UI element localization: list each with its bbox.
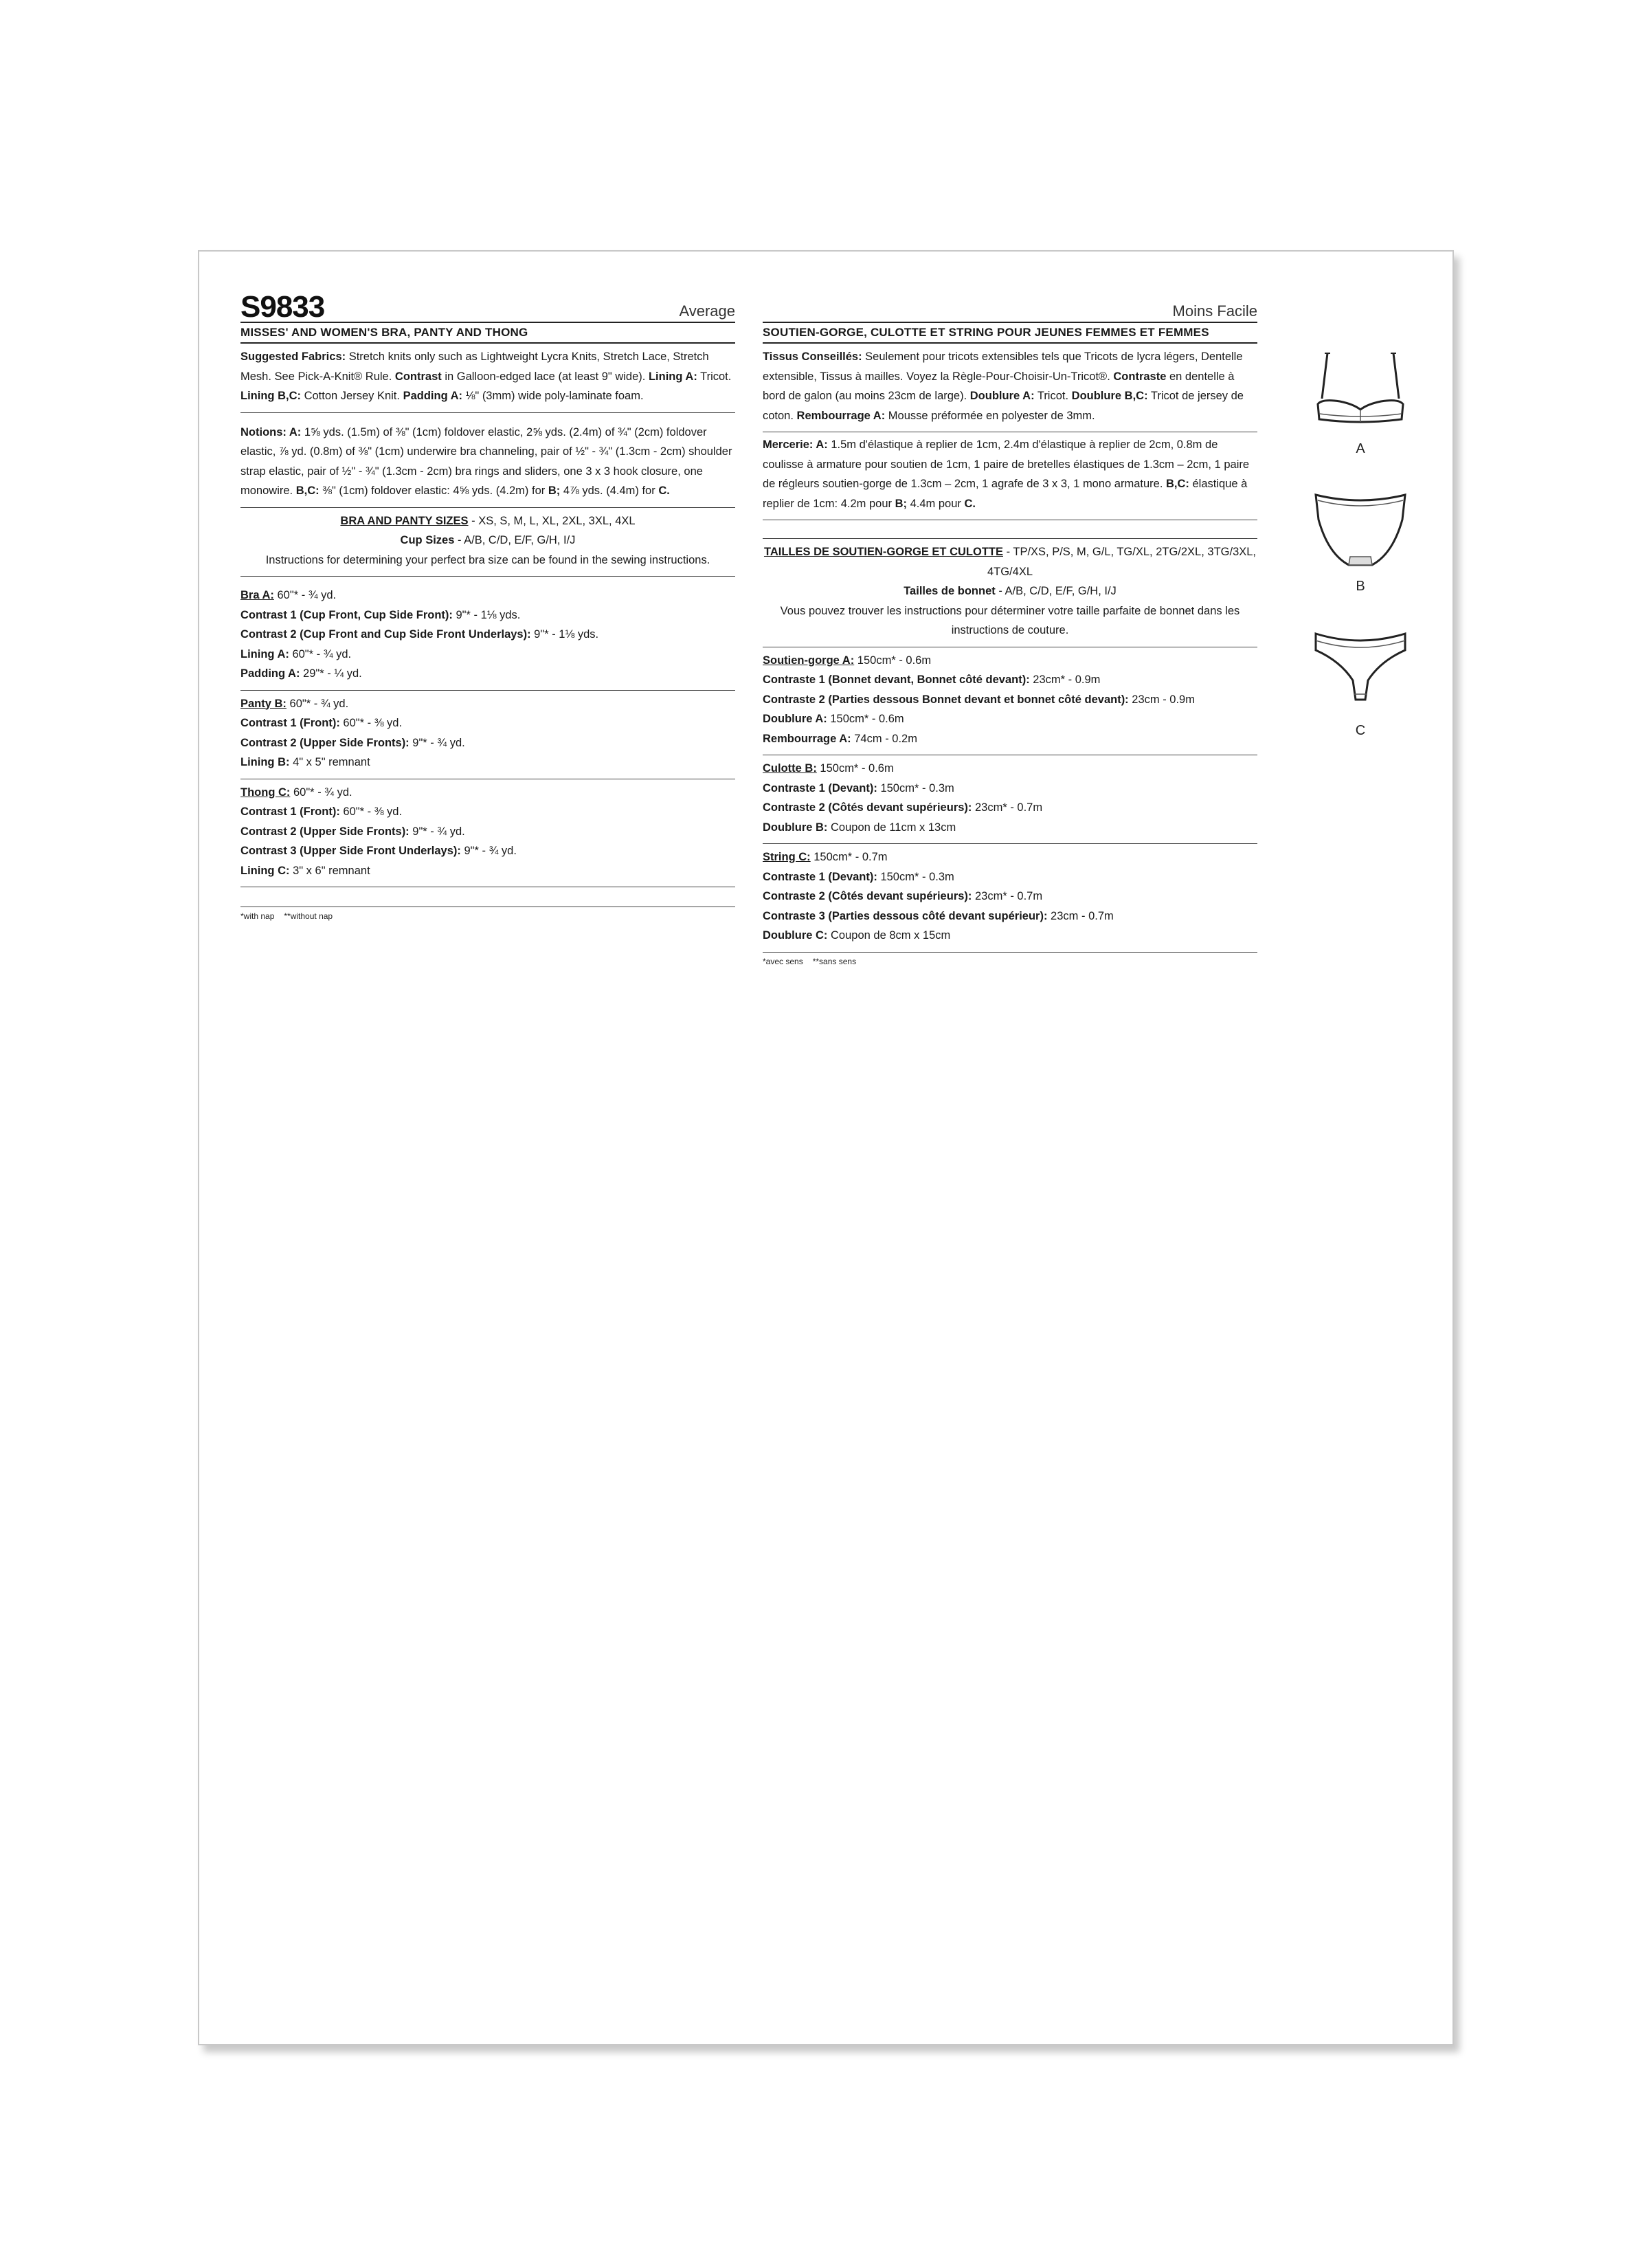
bra-yardage-label: Padding A: bbox=[240, 667, 300, 680]
difficulty-level: Average bbox=[679, 302, 735, 320]
yardage-line bbox=[240, 586, 735, 605]
yardage-panty bbox=[240, 691, 735, 779]
panty-yardage-value: 150cm* - 0.6m bbox=[816, 762, 894, 775]
bra-yardage-label: Contrast 2 (Cup Front and Cup Side Front Underlays): bbox=[240, 628, 531, 641]
yardage-line bbox=[763, 651, 1257, 671]
notions-b-text: 4.4m pour bbox=[907, 497, 965, 510]
spacer bbox=[240, 413, 735, 420]
lining-bc-label: Doublure B,C: bbox=[1071, 390, 1148, 402]
view-c bbox=[1285, 623, 1436, 739]
bra-yardage-value: 29"* - ¼ yd. bbox=[300, 667, 362, 680]
yardage-line bbox=[240, 713, 735, 733]
yardage-line bbox=[763, 690, 1257, 710]
yardage-line bbox=[763, 779, 1257, 799]
pattern-title-fr: SOUTIEN-GORGE, CULOTTE ET STRING POUR JEUNES FEMMES ET FEMMES bbox=[763, 323, 1257, 344]
bra-yardage-label: Lining A: bbox=[240, 647, 289, 660]
cup-sizes-label: Tailles de bonnet bbox=[904, 585, 996, 597]
yardage-line bbox=[240, 753, 735, 772]
size-instructions: Vous pouvez trouver les instructions pour déterminer votre taille parfaite de bonnet dans les instructions de couture. bbox=[780, 604, 1240, 636]
notions-text: 1.5m d'élastique à replier de 1cm, 2.4m d'élastique à replier de 2cm, 0.8m de coulisse à armature pour soutien de 1cm, 1 paire de bretelles élastiques de 1.3cm – 2cm, 1 paire de régleurs soutien-gorge de 1.3cm – 2cm, 1 agrafe de 3 x 3, 1 mono armature. bbox=[763, 438, 1250, 490]
yardage-line bbox=[240, 645, 735, 665]
footnote bbox=[240, 907, 735, 921]
thong-yardage-value: 9"* - ¾ yd. bbox=[409, 825, 465, 838]
notions-b-label: B; bbox=[895, 497, 908, 510]
thong-yardage-label: Thong C: bbox=[240, 786, 291, 799]
notions-fr bbox=[763, 432, 1257, 520]
thong-yardage-value: 3" x 6" remnant bbox=[289, 864, 370, 877]
padding-a-label: Rembourrage A: bbox=[796, 409, 886, 422]
panty-sketch-icon bbox=[1309, 485, 1412, 575]
panty-yardage-label: Contrast 1 (Front): bbox=[240, 717, 340, 729]
notions-label: Notions: A: bbox=[240, 425, 302, 438]
yardage-line bbox=[240, 664, 735, 684]
bra-yardage-value: 150cm* - 0.6m bbox=[827, 713, 904, 725]
panty-yardage-label: Lining B: bbox=[240, 756, 290, 768]
notions-b-text: 4⅞ yds. (4.4m) for bbox=[560, 485, 659, 497]
spacer bbox=[240, 577, 735, 582]
yardage-line bbox=[763, 670, 1257, 690]
yardage-line bbox=[763, 887, 1257, 907]
spacer bbox=[240, 887, 735, 907]
suggested-fabrics-fr bbox=[763, 344, 1257, 432]
bra-yardage-label: Contraste 1 (Bonnet devant, Bonnet côté devant): bbox=[763, 674, 1030, 686]
fabrics-label: Suggested Fabrics: bbox=[240, 351, 346, 363]
thong-yardage-value: 150cm* - 0.3m bbox=[877, 870, 954, 883]
pattern-code: S9833 bbox=[240, 290, 325, 324]
bra-yardage-label: Doublure A: bbox=[763, 713, 827, 725]
panty-yardage-label: Panty B: bbox=[240, 697, 287, 710]
thong-yardage-label: Contraste 1 (Devant): bbox=[763, 870, 877, 883]
thong-yardage-value: 23cm - 0.7m bbox=[1047, 909, 1114, 922]
thong-yardage-label: Contraste 2 (Côtés devant supérieurs): bbox=[763, 890, 972, 902]
bra-yardage-value: 9"* - 1⅛ yds. bbox=[530, 628, 599, 641]
thong-yardage-label: String C: bbox=[763, 851, 811, 863]
fabrics-text: Stretch knits only such as Lightweight Lycra Knits, Stretch Lace, Stretch Mesh. See Pick-A-Knit® Rule. bbox=[240, 351, 709, 383]
thong-yardage-value: 9"* - ¾ yd. bbox=[460, 845, 517, 857]
yardage-line bbox=[763, 926, 1257, 946]
yardage-line bbox=[240, 802, 735, 822]
padding-a-text: Mousse préformée en polyester de 3mm. bbox=[885, 409, 1095, 422]
lining-a-label: Lining A: bbox=[648, 370, 697, 383]
thong-yardage-value: 150cm* - 0.7m bbox=[810, 851, 888, 863]
notions bbox=[240, 420, 735, 508]
lining-bc-label: Lining B,C: bbox=[240, 390, 301, 402]
notions-label: Mercerie: A: bbox=[763, 438, 828, 451]
footnote-with-nap: *with nap bbox=[240, 911, 275, 921]
french-column bbox=[763, 285, 1257, 966]
contrast-text: in Galloon-edged lace (at least 9" wide). bbox=[441, 370, 649, 383]
pattern-title: MISSES' AND WOMEN'S BRA, PANTY AND THONG bbox=[240, 323, 735, 344]
lining-a-label: Doublure A: bbox=[969, 390, 1035, 402]
bra-yardage-label: Soutien-gorge A: bbox=[763, 654, 855, 667]
size-line bbox=[240, 511, 735, 531]
lining-bc-text: Tricot de jersey de coton. bbox=[763, 390, 1244, 422]
notions-bc-label: B,C: bbox=[295, 485, 319, 497]
bra-yardage-value: 60"* - ¾ yd. bbox=[289, 647, 352, 660]
sizes-values: - XS, S, M, L, XL, 2XL, 3XL, 4XL bbox=[468, 514, 636, 527]
lining-a-text: Tricot. bbox=[697, 370, 732, 383]
difficulty-level-fr: Moins Facile bbox=[1172, 302, 1257, 320]
thong-yardage-label: Contrast 1 (Front): bbox=[240, 805, 340, 818]
suggested-fabrics bbox=[240, 344, 735, 413]
bra-yardage-label: Rembourrage A: bbox=[763, 732, 851, 745]
view-c-label: C bbox=[1355, 723, 1366, 738]
bra-yardage-value: 9"* - 1⅛ yds. bbox=[452, 608, 521, 621]
sizes-label: TAILLES DE SOUTIEN-GORGE ET CULOTTE bbox=[763, 546, 1003, 558]
panty-yardage-value: 150cm* - 0.3m bbox=[877, 781, 954, 794]
notions-bc-text: élastique à replier de 1cm: 4.2m pour bbox=[763, 478, 1248, 510]
thong-yardage-label: Contrast 3 (Upper Side Front Underlays): bbox=[240, 845, 461, 857]
thong-yardage-label: Contrast 2 (Upper Side Fronts): bbox=[240, 825, 410, 838]
panty-yardage-value: Coupon de 11cm x 13cm bbox=[827, 821, 956, 834]
yardage-bra-fr bbox=[763, 647, 1257, 756]
footnote-with-nap: *avec sens bbox=[763, 956, 803, 966]
sizes-values: - TP/XS, P/S, M, G/L, TG/XL, 2TG/2XL, 3TG/3XL, 4TG/4XL bbox=[987, 546, 1257, 578]
cup-sizes-values: - A/B, C/D, E/F, G/H, I/J bbox=[454, 534, 576, 546]
bra-sketch-icon bbox=[1312, 348, 1409, 437]
fabrics-label: Tissus Conseillés: bbox=[763, 351, 862, 363]
spacer bbox=[763, 520, 1257, 539]
yardage-panty-fr bbox=[763, 755, 1257, 844]
footnote-fr bbox=[763, 953, 1257, 966]
lining-bc-text: Cotton Jersey Knit. bbox=[300, 390, 403, 402]
thong-yardage-value: 23cm* - 0.7m bbox=[972, 890, 1043, 902]
contrast-label: Contraste bbox=[1113, 370, 1167, 383]
yardage-line bbox=[240, 783, 735, 803]
bra-yardage-value: 23cm* - 0.9m bbox=[1029, 674, 1101, 686]
view-a bbox=[1285, 348, 1436, 457]
thong-sketch-icon bbox=[1309, 623, 1412, 719]
panty-yardage-value: 60"* - ¾ yd. bbox=[286, 697, 349, 710]
bra-yardage-label: Contraste 2 (Parties dessous Bonnet devant et bonnet côté devant): bbox=[763, 693, 1129, 706]
panty-yardage-label: Culotte B: bbox=[763, 762, 817, 775]
footnote-without-nap: **without nap bbox=[284, 911, 333, 921]
bra-yardage-value: 74cm - 0.2m bbox=[851, 732, 917, 745]
notions-b-label: B; bbox=[548, 485, 561, 497]
bra-yardage-label: Contrast 1 (Cup Front, Cup Side Front): bbox=[240, 608, 453, 621]
notions-c-label: C. bbox=[964, 497, 976, 510]
thong-yardage-label: Lining C: bbox=[240, 864, 290, 877]
padding-a-text: ⅛" (3mm) wide poly-laminate foam. bbox=[462, 390, 644, 402]
cup-sizes-label: Cup Sizes bbox=[400, 534, 455, 546]
yardage-line bbox=[240, 605, 735, 625]
yardage-thong bbox=[240, 779, 735, 888]
panty-yardage-value: 60"* - ⅜ yd. bbox=[339, 717, 403, 729]
lining-a-text: Tricot. bbox=[1034, 390, 1072, 402]
cup-size-line bbox=[240, 531, 735, 551]
bra-yardage-value: 60"* - ¾ yd. bbox=[273, 589, 337, 601]
yardage-line bbox=[763, 867, 1257, 887]
panty-yardage-value: 9"* - ¾ yd. bbox=[409, 736, 465, 749]
yardage-line bbox=[240, 733, 735, 753]
panty-yardage-value: 4" x 5" remnant bbox=[289, 756, 370, 768]
yardage-line bbox=[763, 709, 1257, 729]
footnote-without-nap: **sans sens bbox=[812, 956, 857, 966]
view-b-label: B bbox=[1356, 579, 1365, 594]
panty-yardage-label: Contraste 1 (Devant): bbox=[763, 781, 877, 794]
notions-c-label: C. bbox=[658, 485, 670, 497]
yardage-line bbox=[763, 798, 1257, 818]
yardage-line bbox=[763, 759, 1257, 779]
bra-yardage-value: 23cm - 0.9m bbox=[1128, 693, 1195, 706]
panty-yardage-value: 23cm* - 0.7m bbox=[972, 801, 1043, 814]
thong-yardage-label: Doublure C: bbox=[763, 929, 828, 942]
bra-yardage-value: 150cm* - 0.6m bbox=[854, 654, 932, 667]
yardage-line bbox=[763, 907, 1257, 926]
header-fr bbox=[763, 285, 1257, 323]
yardage-line bbox=[240, 625, 735, 645]
view-a-label: A bbox=[1356, 441, 1365, 456]
notions-text: 1⅝ yds. (1.5m) of ⅜" (1cm) foldover elastic, 2⅝ yds. (2.4m) of ¾" (2cm) foldover elastic, ⅞ yd. (0.8m) of ⅜" (1cm) underwire bra channeling, pair of ½" - ¾" (1.3cm - 2cm) shoulder strap elastic, pair of ½" - ¾" (1.3cm - 2cm) bra rings and sliders, one 3 x 3 hook closure, one monowire. bbox=[240, 425, 732, 497]
yardage-line bbox=[240, 861, 735, 881]
contrast-label: Contrast bbox=[394, 370, 442, 383]
sizes bbox=[240, 508, 735, 577]
thong-yardage-value: 60"* - ¾ yd. bbox=[290, 786, 352, 799]
cup-sizes-values: - A/B, C/D, E/F, G/H, I/J bbox=[995, 585, 1117, 597]
sizes-fr bbox=[763, 539, 1257, 647]
yardage-line bbox=[240, 822, 735, 842]
panty-yardage-label: Doublure B: bbox=[763, 821, 828, 834]
panty-yardage-label: Contraste 2 (Côtés devant supérieurs): bbox=[763, 801, 972, 814]
bra-yardage-label: Bra A: bbox=[240, 589, 274, 601]
yardage-thong-fr bbox=[763, 844, 1257, 953]
yardage-line bbox=[763, 847, 1257, 867]
panty-yardage-label: Contrast 2 (Upper Side Fronts): bbox=[240, 736, 410, 749]
header-en bbox=[240, 285, 735, 323]
view-b bbox=[1285, 485, 1436, 594]
english-column bbox=[240, 285, 735, 921]
yardage-line bbox=[240, 694, 735, 714]
pattern-envelope-back bbox=[198, 250, 1454, 2045]
notions-bc-label: B,C: bbox=[1166, 478, 1189, 490]
thong-yardage-label: Contraste 3 (Parties dessous côté devant supérieur): bbox=[763, 909, 1048, 922]
yardage-line bbox=[763, 729, 1257, 749]
thong-yardage-value: 60"* - ⅜ yd. bbox=[339, 805, 403, 818]
size-instructions: Instructions for determining your perfect bra size can be found in the sewing instructions. bbox=[265, 553, 710, 566]
contrast-text: en dentelle à bord de galon (au moins 23cm de large). bbox=[763, 370, 1235, 402]
padding-a-label: Padding A: bbox=[403, 390, 463, 402]
yardage-bra bbox=[240, 582, 735, 691]
yardage-line bbox=[240, 841, 735, 861]
fabrics-text: Seulement pour tricots extensibles tels que Tricots de lycra légers, Dentelle extensible, Tissus à mailles. Voyez la Règle-Pour-Choisir-Un-Tricot®. bbox=[763, 351, 1243, 383]
sizes-label: BRA AND PANTY SIZES bbox=[340, 514, 469, 527]
thong-yardage-value: Coupon de 8cm x 15cm bbox=[827, 929, 951, 942]
yardage-line bbox=[763, 818, 1257, 838]
notions-bc-text: ⅜" (1cm) foldover elastic: 4⅝ yds. (4.2m) for bbox=[319, 485, 548, 497]
